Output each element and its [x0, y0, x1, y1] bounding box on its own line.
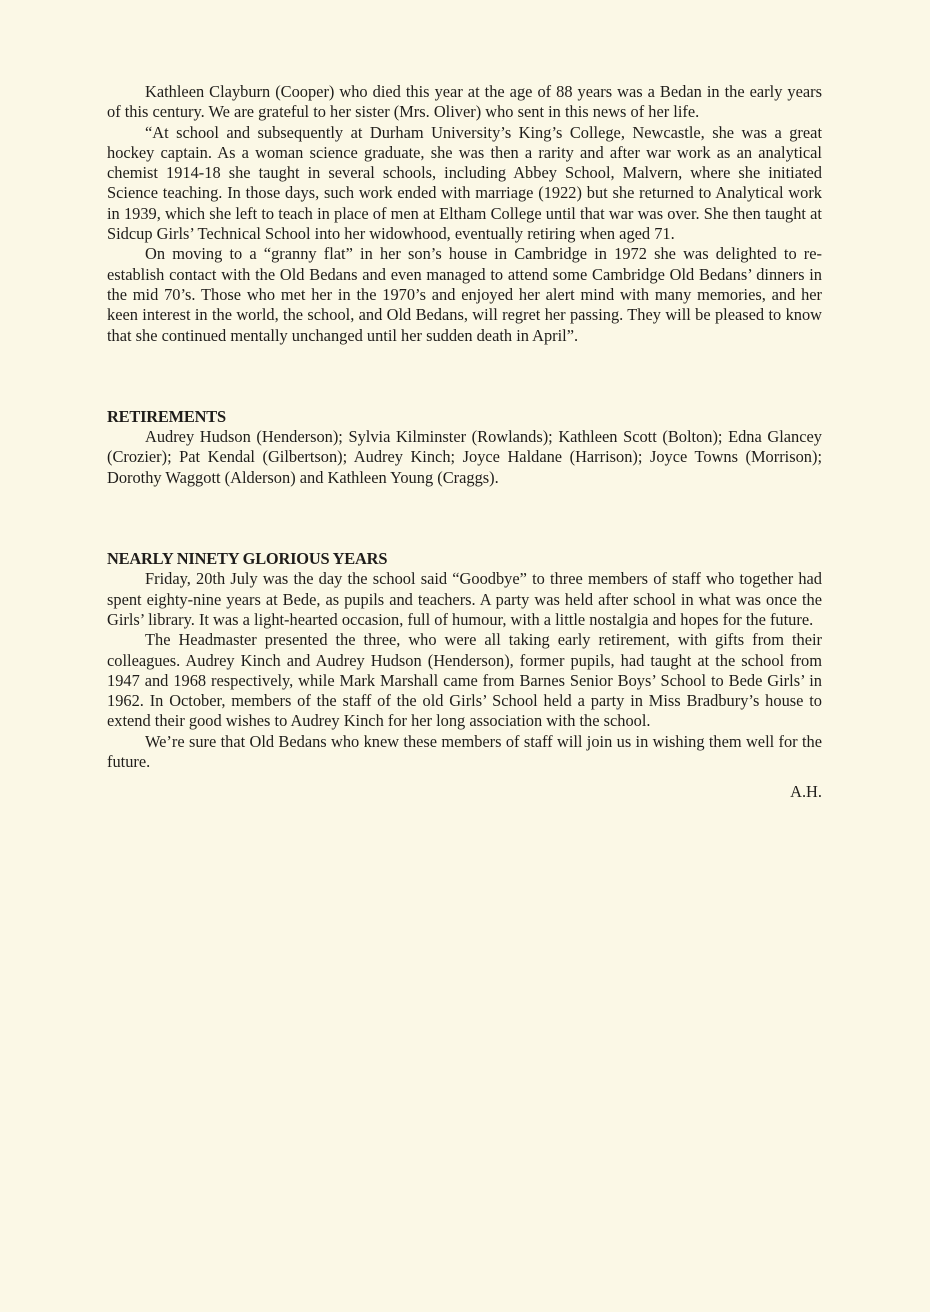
retirements-list: Audrey Hudson (Henderson); Sylvia Kilminster (Rowlands); Kathleen Scott (Bolton); Edna Glancey (Crozier); Pat Kendal (Gilbertson); Audrey Kinch; Joyce Haldane (Harrison); Joyce Towns (Morrison); Dorothy Waggott (Alderson) and Kathleen Young (Craggs).	[107, 427, 822, 487]
document-page	[107, 82, 822, 803]
glorious-years-section	[107, 549, 822, 803]
author-initials: A.H.	[790, 782, 822, 802]
retirements-section	[107, 407, 822, 488]
retirements-heading: RETIREMENTS	[107, 406, 226, 426]
glorious-years-paragraph-3: We’re sure that Old Bedans who knew these members of staff will join us in wishing them well for the future.	[107, 731, 822, 772]
obituary-paragraph-1: Kathleen Clayburn (Cooper) who died this year at the age of 88 years was a Bedan in the early years of this century. We are grateful to her sister (Mrs. Oliver) who sent in this news of her life.	[107, 82, 822, 122]
obituary-paragraph-3: On moving to a “granny flat” in her son’s house in Cambridge in 1972 she was delighted to re-establish contact with the Old Bedans and even managed to attend some Cambridge Old Bedans’ dinners in the mid 70’s. Those who met her in the 1970’s and enjoyed her alert mind with many memories, and her keen interest in the world, the school, and Old Bedans, will regret her passing. They will be pleased to know that she continued mentally unchanged until her sudden death in April”.	[107, 244, 822, 345]
glorious-years-heading: NEARLY NINETY GLORIOUS YEARS	[107, 549, 388, 569]
glorious-years-paragraph-2: The Headmaster presented the three, who were all taking early retirement, with gifts from their colleagues. Audrey Kinch and Audrey Hudson (Henderson), former pupils, had taught at the school from 1947 and 1968 respectively, while Mark Marshall came from Barnes Senior Boys’ School to Bede Girls’ in 1962. In October, members of the staff of the old Girls’ School held a party in Miss Bradbury’s house to extend their good wishes to Audrey Kinch for her long association with the school.	[107, 630, 822, 731]
obituary-paragraph-2: “At school and subsequently at Durham University’s King’s College, Newcastle, she was a great hockey captain. As a woman science graduate, she was then a rarity and after war work as an analytical chemist 1914-18 she taught in several schools, including Abbey School, Malvern, where she initiated Science teaching. In those days, such work ended with marriage (1922) but she returned to Analytical work in 1939, which she left to teach in place of men at Eltham College until that war was over. She then taught at Sidcup Girls’ Technical School into her widowhood, eventually retiring when aged 71.	[107, 122, 822, 244]
glorious-years-paragraph-1: Friday, 20th July was the day the school said “Goodbye” to three members of staff who together had spent eighty-nine years at Bede, as pupils and teachers. A party was held after school in what was once the Girls’ library. It was a light-hearted occasion, full of humour, with a little nostalgia and hopes for the future.	[107, 569, 822, 629]
obituary-section	[107, 82, 822, 346]
